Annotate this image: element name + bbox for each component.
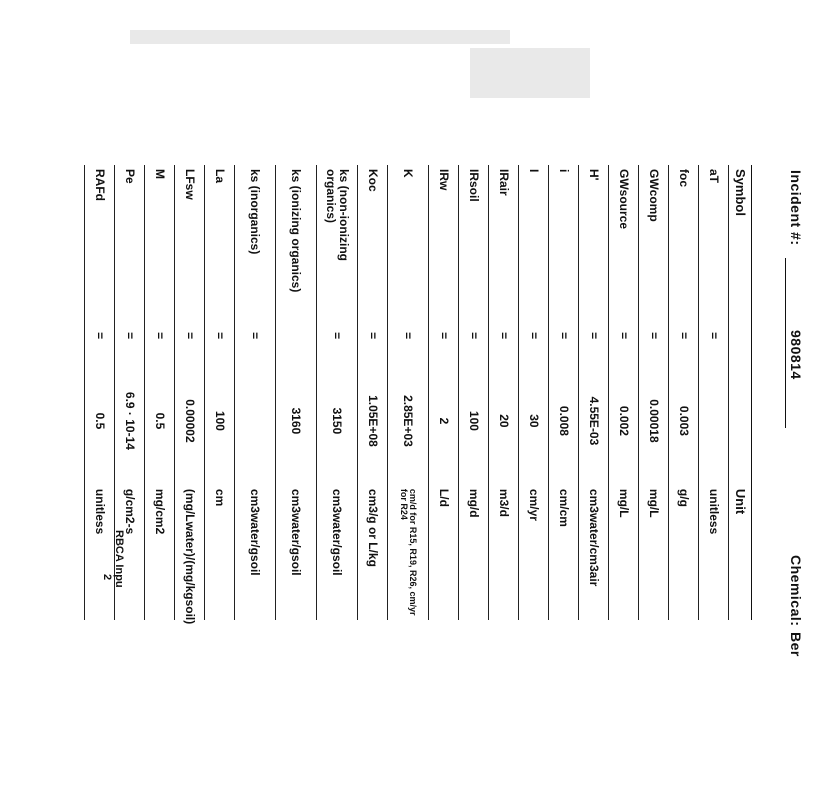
row-symbol: I (519, 165, 549, 314)
page-footer (101, 530, 125, 588)
chemical-label: Chemical: (788, 555, 804, 627)
row-value: 100 (459, 357, 489, 485)
row-eq: = (388, 314, 429, 357)
row-symbol: IRsoil (459, 165, 489, 314)
table-row (669, 165, 699, 620)
row-unit: (mg/Lwater)/(mg/kgsoil) (175, 485, 205, 620)
table-row (579, 165, 609, 620)
row-eq: = (579, 314, 609, 357)
incident-label: Incident #: (788, 170, 804, 246)
row-unit: cm (205, 485, 235, 620)
row-eq: = (175, 314, 205, 357)
row-value: 0.003 (669, 357, 699, 485)
row-symbol: LFsw (175, 165, 205, 314)
parameter-table (84, 165, 752, 625)
row-symbol: M (145, 165, 175, 314)
incident-value: 980814 (788, 330, 804, 380)
row-symbol: RAFd (85, 165, 115, 314)
row-value: 1.05E+08 (358, 357, 388, 485)
row-symbol: Koc (358, 165, 388, 314)
row-symbol: foc (669, 165, 699, 314)
table-row (459, 165, 489, 620)
row-symbol: ks (ionizing organics) (276, 165, 317, 314)
row-unit: cm/cm (549, 485, 579, 620)
row-symbol: GWcomp (639, 165, 669, 314)
row-eq: = (699, 314, 729, 357)
row-symbol: Pe (115, 165, 145, 314)
chemical-value: Ber (788, 632, 804, 657)
row-value: 0.00018 (639, 357, 669, 485)
row-symbol: IRw (429, 165, 459, 314)
row-eq (276, 314, 317, 357)
rotated-form (92, 0, 820, 657)
row-unit: mg/L (609, 485, 639, 620)
row-eq: = (145, 314, 175, 357)
row-value: 0.5 (145, 357, 175, 485)
row-unit: mg/d (459, 485, 489, 620)
row-symbol: GWsource (609, 165, 639, 314)
row-eq: = (519, 314, 549, 357)
eq-header (729, 314, 752, 357)
form-header (778, 170, 804, 790)
row-eq: = (639, 314, 669, 357)
row-unit: cm3water/gsoil (317, 485, 358, 620)
table-row (699, 165, 729, 620)
row-eq: = (549, 314, 579, 357)
row-eq: = (85, 314, 115, 357)
row-eq: = (115, 314, 145, 357)
table-header-row (729, 165, 752, 620)
row-value: 0.002 (609, 357, 639, 485)
row-value: 3150 (317, 357, 358, 485)
row-unit: cm3water/gsoil (276, 485, 317, 620)
row-eq: = (235, 314, 276, 357)
row-eq: = (489, 314, 519, 357)
row-value: 2.85E+03 (388, 357, 429, 485)
table-row (609, 165, 639, 620)
row-symbol: aT (699, 165, 729, 314)
row-value: 0.00002 (175, 357, 205, 485)
row-value: 3160 (276, 357, 317, 485)
unit-header: Unit (729, 485, 752, 620)
table-row (639, 165, 669, 620)
row-symbol: La (205, 165, 235, 314)
row-unit: cm/d for R15, R19, R26, cm/yr for R24 (388, 485, 429, 620)
row-value: 2 (429, 357, 459, 485)
row-value: 6.9 · 10-14 (115, 357, 145, 485)
table-row (317, 165, 358, 620)
row-value: 100 (205, 357, 235, 485)
table-row (175, 165, 205, 620)
row-symbol: i (549, 165, 579, 314)
row-symbol: IRair (489, 165, 519, 314)
table-row (549, 165, 579, 620)
row-value: 30 (519, 357, 549, 485)
row-unit: mg/cm2 (145, 485, 175, 620)
table-row (388, 165, 429, 620)
row-symbol: ks (inorganics) (235, 165, 276, 314)
row-eq: = (205, 314, 235, 357)
row-unit: unitless (85, 485, 115, 620)
row-value: 20 (489, 357, 519, 485)
table-body (85, 165, 729, 625)
table-row (235, 165, 276, 620)
row-symbol: K (388, 165, 429, 314)
footer-line-1: RBCA Inpu (113, 530, 125, 588)
row-unit: L/d (429, 485, 459, 620)
table-row (519, 165, 549, 620)
value-header (729, 357, 752, 485)
row-unit: cm3/g or L/kg (358, 485, 388, 620)
row-unit: m3/d (489, 485, 519, 620)
row-unit: g/g (669, 485, 699, 620)
row-unit: cm3water/gsoil (235, 485, 276, 620)
row-eq: = (358, 314, 388, 357)
incident-underline (785, 258, 786, 428)
row-value: 0.5 (85, 357, 115, 485)
table-row (429, 165, 459, 620)
row-eq: = (429, 314, 459, 357)
row-unit: cm3water/cm3air (579, 485, 609, 620)
row-symbol: ks (non-ionizing organics) (317, 165, 358, 314)
row-unit: unitless (699, 485, 729, 620)
row-eq: = (669, 314, 699, 357)
table-row (358, 165, 388, 620)
row-unit: mg/L (639, 485, 669, 620)
row-unit: cm/yr (519, 485, 549, 620)
table-row (205, 165, 235, 620)
row-value: 0.008 (549, 357, 579, 485)
row-value (235, 357, 276, 485)
row-value (699, 357, 729, 485)
table-row (489, 165, 519, 620)
row-value: 4.55E-03 (579, 357, 609, 485)
table-row (145, 165, 175, 620)
row-unit: g/cm2-s (115, 485, 145, 620)
row-eq: = (459, 314, 489, 357)
row-eq: = (317, 314, 358, 357)
footer-line-2: 2 (100, 574, 113, 581)
row-symbol: H' (579, 165, 609, 314)
table-row (276, 165, 317, 620)
symbol-header: Symbol (729, 165, 752, 314)
row-eq: = (609, 314, 639, 357)
